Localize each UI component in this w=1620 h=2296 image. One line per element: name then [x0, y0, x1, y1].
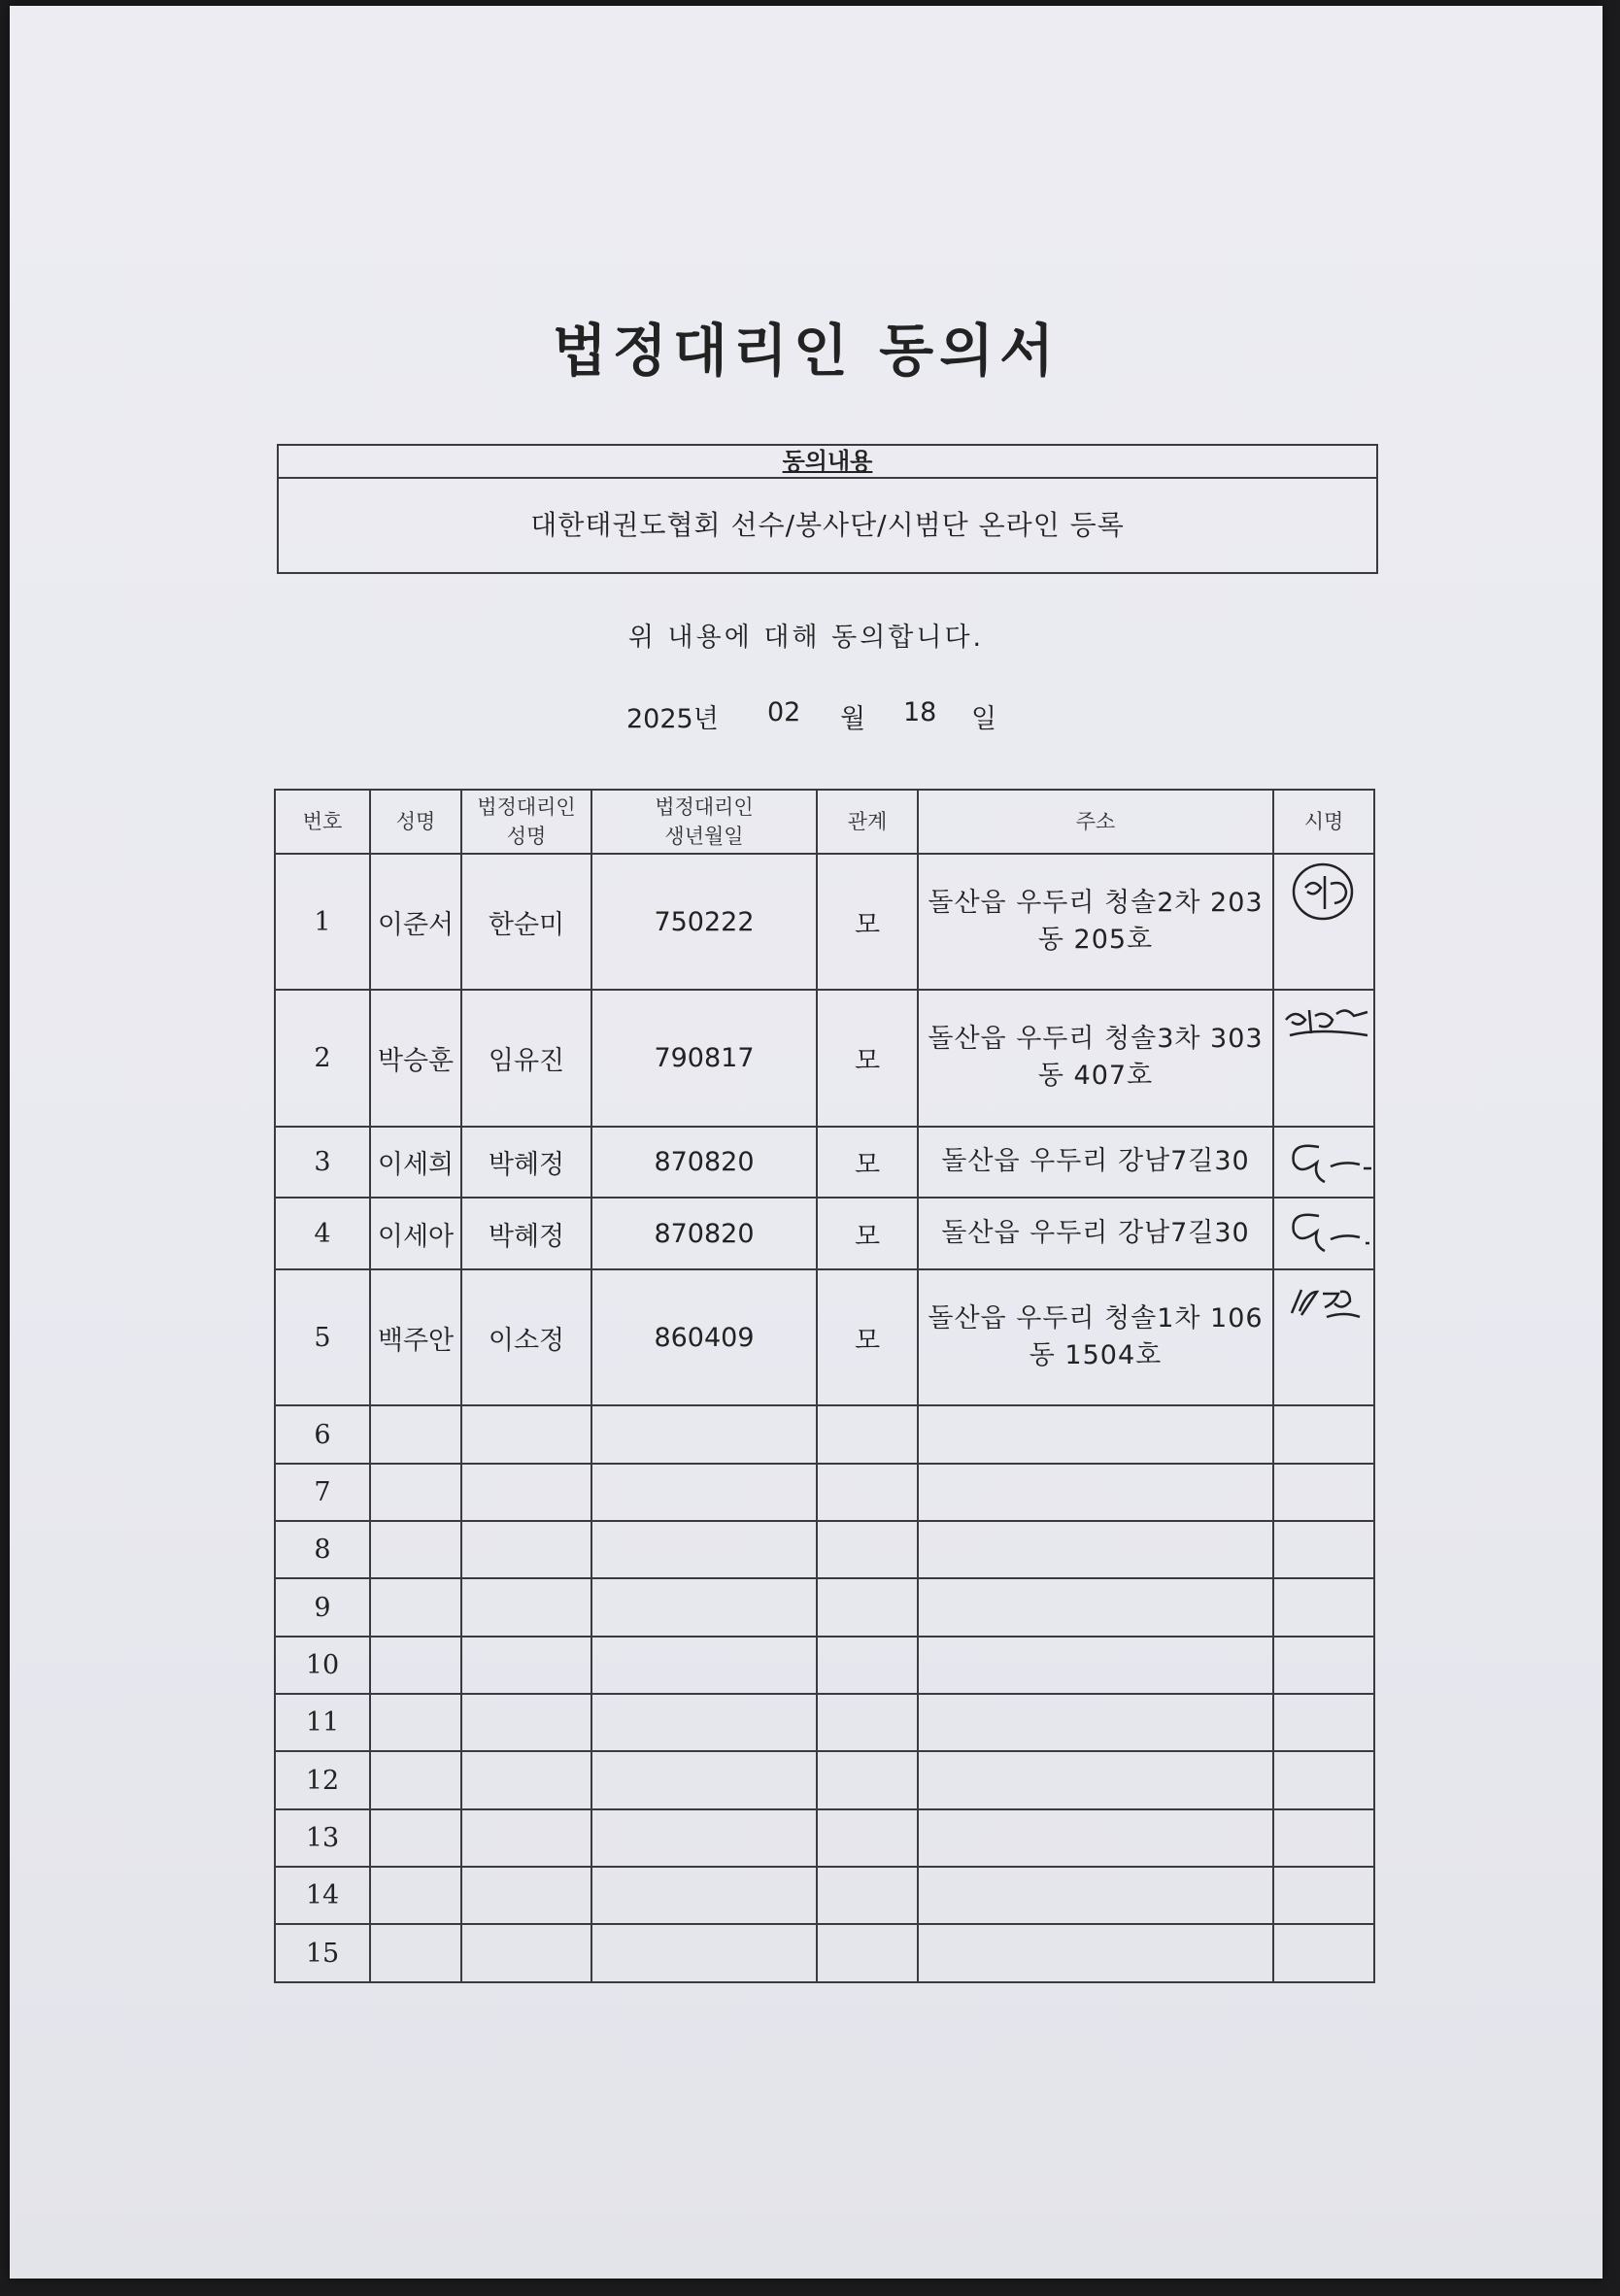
row-rep-birth: 790817 — [591, 990, 817, 1126]
document-page — [10, 6, 1603, 2279]
row-rep-birth: 750222 — [591, 854, 817, 990]
header-signature: 시명 — [1273, 790, 1374, 854]
empty-cell — [591, 1867, 817, 1924]
row-no: 9 — [275, 1578, 370, 1636]
empty-cell — [461, 1521, 591, 1578]
empty-cell — [370, 1694, 461, 1751]
row-no: 8 — [275, 1521, 370, 1578]
empty-cell — [918, 1637, 1273, 1694]
empty-cell — [918, 1694, 1273, 1751]
empty-cell — [1273, 1405, 1374, 1463]
header-relation: 관계 — [817, 790, 918, 854]
empty-cell — [591, 1809, 817, 1867]
empty-cell — [461, 1405, 591, 1463]
empty-cell — [461, 1578, 591, 1636]
empty-cell — [461, 1751, 591, 1808]
empty-cell — [817, 1521, 918, 1578]
table-row — [275, 1521, 1374, 1578]
empty-cell — [1273, 1637, 1374, 1694]
empty-cell — [591, 1578, 817, 1636]
row-name: 이세아 — [370, 1198, 461, 1269]
empty-cell — [370, 1405, 461, 1463]
empty-cell — [817, 1637, 918, 1694]
empty-cell — [591, 1521, 817, 1578]
table-row — [275, 1751, 1374, 1808]
signature-cell — [1273, 990, 1374, 1126]
date-year: 2025년 — [626, 704, 719, 734]
empty-cell — [1273, 1924, 1374, 1982]
handwritten-signature-icon — [1280, 1274, 1373, 1333]
row-no: 7 — [275, 1464, 370, 1521]
empty-cell — [370, 1521, 461, 1578]
handwritten-signature-icon — [1280, 859, 1373, 923]
table-row — [275, 1809, 1374, 1867]
empty-cell — [461, 1867, 591, 1924]
row-address: 돌산읍 우두리 강남7길30 — [918, 1127, 1273, 1199]
empty-cell — [461, 1694, 591, 1751]
handwritten-signature-icon — [1280, 1202, 1373, 1261]
signature-cell — [1273, 854, 1374, 990]
empty-cell — [370, 1578, 461, 1636]
table-row — [275, 990, 1374, 1126]
row-no: 4 — [275, 1198, 370, 1269]
table-row — [275, 1637, 1374, 1694]
table-row — [275, 1127, 1374, 1199]
empty-cell — [817, 1578, 918, 1636]
row-relation: 모 — [817, 1127, 918, 1199]
date-day: 18 — [903, 697, 937, 727]
empty-cell — [370, 1924, 461, 1982]
empty-cell — [918, 1521, 1273, 1578]
empty-cell — [370, 1751, 461, 1808]
row-no: 5 — [275, 1269, 370, 1405]
table-row — [275, 1198, 1374, 1269]
empty-cell — [918, 1464, 1273, 1521]
signature-cell — [1273, 1127, 1374, 1199]
empty-cell — [918, 1924, 1273, 1982]
signature-cell — [1273, 1198, 1374, 1269]
consent-content: 대한태권도협회 선수/봉사단/시범단 온라인 등록 — [530, 509, 1125, 541]
table-header-row — [275, 790, 1374, 854]
date-month-unit: 월 — [840, 704, 866, 734]
row-no: 11 — [275, 1694, 370, 1751]
handwritten-signature-icon — [1280, 995, 1373, 1053]
consent-box — [277, 444, 1378, 574]
row-no: 15 — [275, 1924, 370, 1982]
row-rep-name: 한순미 — [461, 854, 591, 990]
consent-header — [279, 446, 1376, 479]
row-address: 돌산읍 우두리 청솔2차 203동 205호 — [918, 854, 1273, 990]
header-rep-birth: 법정대리인 생년월일 — [591, 790, 817, 854]
empty-cell — [591, 1694, 817, 1751]
table-row — [275, 854, 1374, 990]
row-no: 2 — [275, 990, 370, 1126]
empty-cell — [817, 1464, 918, 1521]
empty-cell — [591, 1405, 817, 1463]
empty-cell — [461, 1464, 591, 1521]
empty-cell — [817, 1924, 918, 1982]
date-day-unit: 일 — [971, 704, 997, 734]
table-row — [275, 1405, 1374, 1463]
header-name: 성명 — [370, 790, 461, 854]
row-rep-name: 박혜정 — [461, 1198, 591, 1269]
empty-cell — [817, 1867, 918, 1924]
empty-cell — [918, 1751, 1273, 1808]
row-address: 돌산읍 우두리 강남7길30 — [918, 1198, 1273, 1269]
row-address: 돌산읍 우두리 청솔1차 106동 1504호 — [918, 1269, 1273, 1405]
table-row — [275, 1694, 1374, 1751]
empty-cell — [817, 1809, 918, 1867]
table-row — [275, 1867, 1374, 1924]
row-rep-name: 임유진 — [461, 990, 591, 1126]
empty-cell — [591, 1924, 817, 1982]
empty-cell — [817, 1751, 918, 1808]
empty-cell — [918, 1578, 1273, 1636]
header-no: 번호 — [275, 790, 370, 854]
empty-cell — [461, 1809, 591, 1867]
empty-cell — [817, 1405, 918, 1463]
empty-cell — [591, 1464, 817, 1521]
row-no: 14 — [275, 1867, 370, 1924]
row-address: 돌산읍 우두리 청솔3차 303동 407호 — [918, 990, 1273, 1126]
row-rep-birth: 870820 — [591, 1198, 817, 1269]
row-no: 13 — [275, 1809, 370, 1867]
handwritten-signature-icon — [1280, 1131, 1373, 1190]
empty-cell — [591, 1751, 817, 1808]
header-rep-name: 법정대리인 성명 — [461, 790, 591, 854]
row-rep-name: 이소정 — [461, 1269, 591, 1405]
consent-header-label: 동의내용 — [782, 448, 873, 475]
empty-cell — [918, 1405, 1273, 1463]
row-name: 이세희 — [370, 1127, 461, 1199]
row-relation: 모 — [817, 854, 918, 990]
empty-cell — [461, 1637, 591, 1694]
row-name: 백주안 — [370, 1269, 461, 1405]
table-row — [275, 1578, 1374, 1636]
row-no: 10 — [275, 1637, 370, 1694]
empty-cell — [1273, 1694, 1374, 1751]
empty-cell — [370, 1464, 461, 1521]
table-row — [275, 1269, 1374, 1405]
signature-cell — [1273, 1269, 1374, 1405]
row-relation: 모 — [817, 1269, 918, 1405]
agreement-statement: 위 내용에 대해 동의합니다. — [627, 623, 985, 653]
row-no: 3 — [275, 1127, 370, 1199]
row-rep-birth: 860409 — [591, 1269, 817, 1405]
date-month: 02 — [767, 697, 801, 727]
empty-cell — [370, 1867, 461, 1924]
row-name: 박승훈 — [370, 990, 461, 1126]
row-no: 6 — [275, 1405, 370, 1463]
empty-cell — [1273, 1578, 1374, 1636]
row-rep-birth: 870820 — [591, 1127, 817, 1199]
empty-cell — [1273, 1521, 1374, 1578]
roster-table — [274, 789, 1375, 1983]
table-row — [275, 1464, 1374, 1521]
empty-cell — [370, 1809, 461, 1867]
row-no: 12 — [275, 1751, 370, 1808]
empty-cell — [370, 1637, 461, 1694]
empty-cell — [1273, 1867, 1374, 1924]
row-relation: 모 — [817, 990, 918, 1126]
empty-cell — [1273, 1751, 1374, 1808]
row-relation: 모 — [817, 1198, 918, 1269]
row-no: 1 — [275, 854, 370, 990]
empty-cell — [817, 1694, 918, 1751]
empty-cell — [461, 1924, 591, 1982]
row-name: 이준서 — [370, 854, 461, 990]
empty-cell — [918, 1809, 1273, 1867]
empty-cell — [1273, 1809, 1374, 1867]
header-address: 주소 — [918, 790, 1273, 854]
empty-cell — [1273, 1464, 1374, 1521]
table-row — [275, 1924, 1374, 1982]
row-rep-name: 박혜정 — [461, 1127, 591, 1199]
empty-cell — [918, 1867, 1273, 1924]
document-title: 법정대리인 동의서 — [552, 318, 1061, 384]
empty-cell — [591, 1637, 817, 1694]
